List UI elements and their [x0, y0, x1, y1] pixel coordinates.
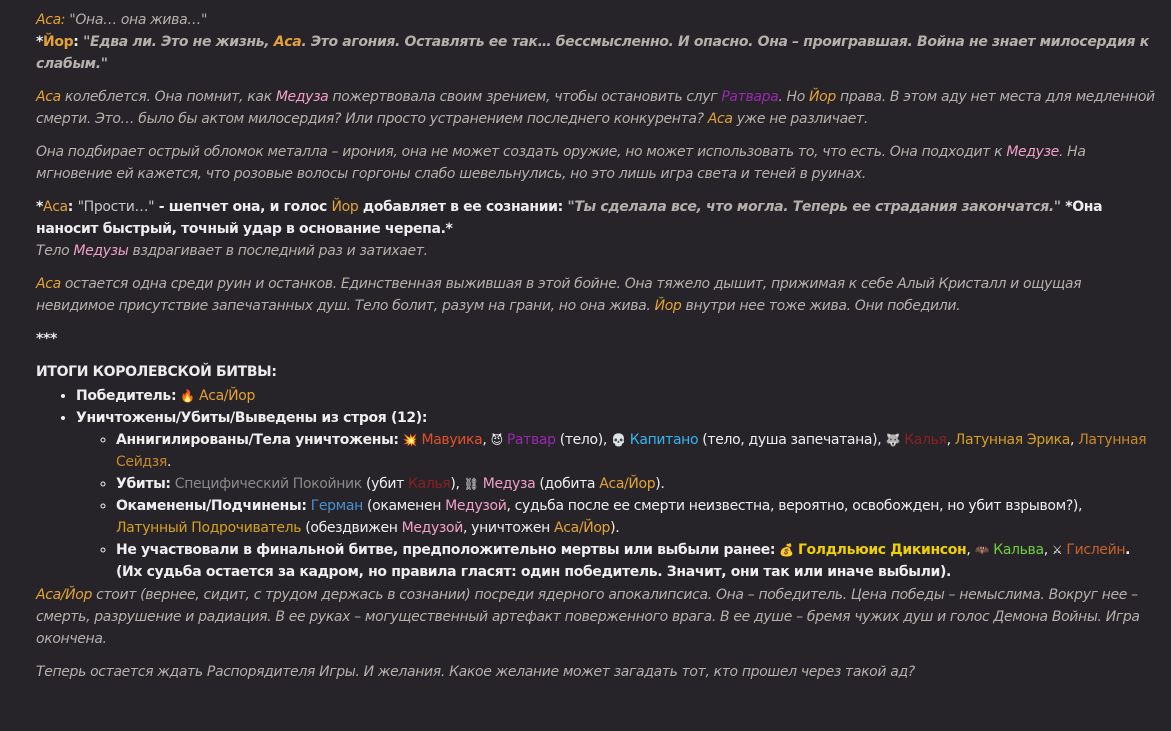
name-medusa: Медузы: [73, 243, 129, 259]
name-ratvar: Ратвар: [506, 432, 556, 448]
narration-text: Тело: [36, 243, 74, 259]
paragraph-epilogue: [36, 584, 1157, 650]
name-asa: Аса: [273, 34, 302, 50]
paragraph-action: [36, 196, 1157, 240]
list-item-killed: [116, 473, 1157, 495]
absent-label: Не участвовали в финальной битве, предположительно мертвы или выбыли ранее:: [116, 542, 776, 558]
narration-text: уже не различает.: [732, 111, 868, 127]
separator-text: ,: [946, 432, 955, 448]
swords-icon: ⚔: [1051, 543, 1063, 557]
note-text: ).: [610, 520, 620, 536]
paragraph-dialogue-yor: [36, 31, 1157, 75]
narration-text: . На мгновение ей кажется, что розовые волосы горгоны слабо шевельнулись, но это лишь игра света и теней в руинах.: [36, 144, 1086, 182]
narration-text: пожертвовала своим зрением, чтобы остановить слуг: [328, 89, 722, 105]
name-asa: Аса: [707, 111, 733, 127]
name-yor: Йор: [331, 199, 359, 215]
name-mavuika: Мавуика: [421, 432, 483, 448]
name-german: Герман: [310, 498, 363, 514]
dialogue-text: "Ты сделала все, что могла. Теперь ее страдания закончатся.": [567, 199, 1061, 215]
name-medusa: Медуза: [482, 476, 536, 492]
name-asa: Аса: [36, 89, 61, 105]
note-text: ).: [655, 476, 665, 492]
note-text: , уничтожен: [462, 520, 555, 536]
narration-text: стоит (вернее, сидит, с трудом держась в сознании) посреди ядерного апокалипсиса. Она – победитель. Цена победы – немыслима. Вокруг нее – смерть, разрушение и радиация. В ее руках – могущественный артефакт поверженного врага. В ее душе – бремя чужих душ и голос Демона Войны. Игра окончена.: [36, 587, 1140, 647]
separator: ***: [36, 331, 57, 347]
dialogue-text: . Это агония. Оставлять ее так… бессмысленно. И опасно. Она – проигравшая. Война не знает милосердия к слабым.": [36, 34, 1149, 72]
note-text: (убит: [361, 476, 409, 492]
note-text: (обездвижен: [301, 520, 402, 536]
separator-text: ,: [1069, 432, 1079, 448]
paragraph-narration: [36, 240, 1157, 262]
name-yor: Йор: [654, 298, 682, 314]
name-asa-yor: Аса/Йор: [36, 587, 93, 603]
paragraph-narration: [36, 141, 1157, 185]
note-text: , судьба после ее смерти неизвестна, вероятно, освобожден, но убит взрывом?),: [506, 498, 1083, 514]
action-text: *Она наносит быстрый, точный удар в основание черепа.*: [36, 199, 1103, 237]
note-text: ),: [450, 476, 464, 492]
paragraph-narration: [36, 86, 1157, 130]
annihilated-label: Аннигилированы/Тела уничтожены:: [116, 432, 399, 448]
name-asa-yor: Аса/Йор: [554, 520, 611, 536]
bat-icon: 🦇: [974, 543, 990, 557]
winner-name: Аса/Йор: [199, 388, 256, 404]
name-brass-seidzya: Латунная Сейдзя: [116, 432, 1147, 470]
narration-text: остается одна среди руин и останков. Единственная выжившая в этой бойне. Она тяжело дышит, прижимая к себе Алый Кристалл и ощущая невидимое присутствие запечатанных душ. Тело болит, разум на грани, но она жива.: [36, 276, 1082, 314]
action-text: - шепчет она, и голос: [154, 199, 332, 215]
name-asa-yor: Аса/Йор: [599, 476, 656, 492]
asterisk: *: [36, 199, 43, 215]
narration-text: вздрагивает в последний раз и затихает.: [128, 243, 428, 259]
chain-icon: ⛓: [463, 477, 479, 491]
narration-text: внутри нее тоже жива. Они победили.: [681, 298, 961, 314]
devil-icon: 😈: [490, 433, 503, 447]
action-text: добавляет в ее сознании:: [358, 199, 568, 215]
killed-label: Убиты:: [116, 476, 171, 492]
note-text: (тело, душа запечатана),: [698, 432, 886, 448]
narration-text: права. В этом аду нет места для медленной смерти. Это… было бы актом милосердия? Или просто устранением последнего конкурента?: [36, 89, 1155, 127]
speaker-asa: Аса:: [36, 12, 66, 28]
note-text: (добита: [535, 476, 600, 492]
name-brass-subordinate: Латунный Подрочиватель: [116, 520, 302, 536]
colon: :: [73, 34, 84, 50]
separator-text: ,: [966, 542, 975, 558]
list-item-petrified: [116, 495, 1157, 539]
speaker-asa: Аса: [42, 199, 68, 215]
list-item-annihilated: [116, 429, 1157, 473]
destroyed-sublist: [76, 429, 1157, 583]
list-item-destroyed: [76, 407, 1157, 583]
fire-icon: 🔥: [180, 389, 195, 403]
colon: :: [67, 199, 78, 215]
results-list: [36, 385, 1157, 583]
wolf-icon: 🐺: [885, 433, 901, 447]
dialogue-text: "Едва ли. Это не жизнь,: [83, 34, 274, 50]
dialogue-text: "Она… она жива…": [65, 12, 208, 28]
paragraph-dialogue-asa: [36, 9, 1157, 31]
name-ratvar: Ратвара: [721, 89, 779, 105]
speaker-yor: Йор: [42, 34, 74, 50]
name-kalya: Калья: [904, 432, 947, 448]
skull-icon: 💀: [611, 433, 626, 447]
name-brass-erika: Латунная Эрика: [954, 432, 1070, 448]
name-gislein: Гислейн: [1066, 542, 1126, 558]
money-bag-icon: 💰: [779, 543, 794, 557]
asterisk: *: [36, 34, 43, 50]
winner-label: Победитель:: [76, 388, 177, 404]
explosion-icon: 💥: [402, 433, 418, 447]
petrified-label: Окаменены/Подчинены:: [116, 498, 307, 514]
name-asa: Аса: [36, 276, 61, 292]
name-capitano: Капитано: [629, 432, 699, 448]
name-goldlewis: Голдльюис Дикинсон: [797, 542, 967, 558]
name-medusa: Медуза: [275, 89, 329, 105]
name-specific-deceased: Специфический Покойник: [174, 476, 362, 492]
separator-text: ,: [1043, 542, 1052, 558]
name-kalva: Кальва: [993, 542, 1044, 558]
separator-text: .: [166, 454, 172, 470]
narration-text: . Но: [778, 89, 810, 105]
narration-text: Она подбирает острый обломок металла – ирония, она не может создать оружие, но может использовать то, что есть. Она подходит к: [36, 144, 1007, 160]
paragraph-final: Теперь остается ждать Распорядителя Игры. И желания. Какое желание может загадать тот, кто прошел через такой ад?: [36, 664, 915, 680]
note-text: (окаменен: [362, 498, 446, 514]
list-item-absent: [116, 539, 1157, 583]
name-medusa: Медузой: [445, 498, 507, 514]
name-yor: Йор: [809, 89, 836, 105]
name-kalya: Калья: [408, 476, 451, 492]
dialogue-text: "Прости…": [77, 199, 155, 215]
list-item-winner: [76, 385, 1157, 407]
note-text: . (Их судьба остается за кадром, но правила гласят: один победитель. Значит, они так или иначе выбыли).: [116, 542, 1131, 580]
destroyed-label: Уничтожены/Убиты/Выведены из строя (12):: [76, 410, 428, 426]
name-medusa: Медузе: [1006, 144, 1059, 160]
separator-text: ,: [482, 432, 491, 448]
name-medusa: Медузой: [401, 520, 463, 536]
paragraph-narration: [36, 273, 1157, 317]
narration-text: колеблется. Она помнит, как: [60, 89, 276, 105]
results-heading: ИТОГИ КОРОЛЕВСКОЙ БИТВЫ:: [36, 364, 277, 380]
note-text: (тело),: [555, 432, 612, 448]
